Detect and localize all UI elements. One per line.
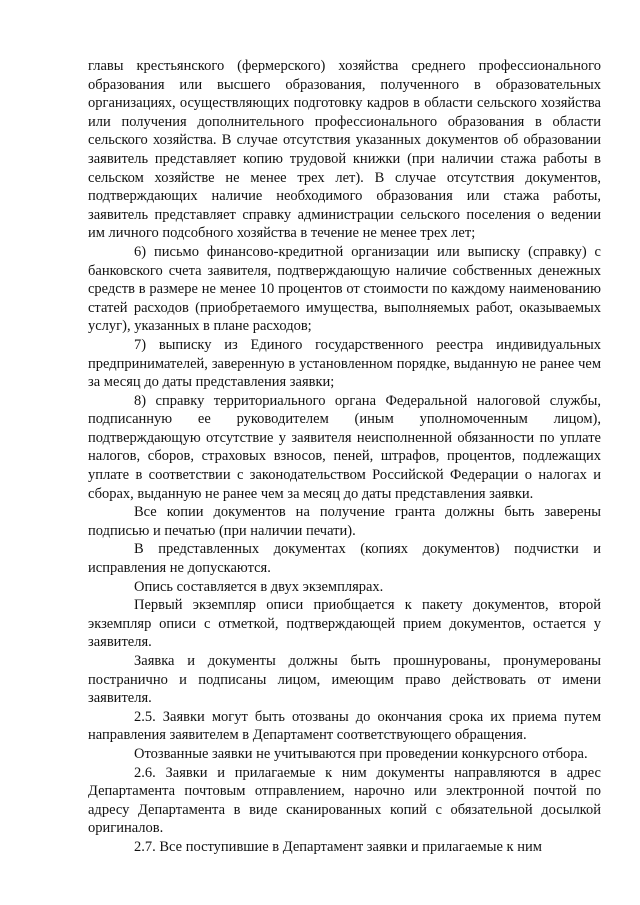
paragraph-no-corrections: В представленных документах (копиях документов) подчистки и исправления не допускаются. (88, 541, 601, 577)
paragraph-section-2-5: 2.5. Заявки могут быть отозваны до окончания срока их приема путем направления заявителем в Департамент соответствующего обращения. (88, 708, 601, 744)
paragraph-withdrawn-applications: Отозванные заявки не учитываются при проведении конкурсного отбора. (134, 745, 588, 762)
paragraph-copies-certified: Все копии документов на получение гранта должны быть заверены подписью и печатью (при наличии печати). (88, 504, 601, 539)
paragraph-item-6-bank-statement: 6) письмо финансово-кредитной организации или выписку (справку) с банковского счета заявителя, подтверждающую наличие собственных денежных средств в размере не менее 10 процентов от стоимости по каждому наименованию статей расходов (приобретаемого имущества, выполняемых работ, оказываемых услуг), указанных в плане расходов; (88, 243, 601, 335)
document-page (88, 57, 601, 857)
paragraph-item-8-tax-certificate: 8) справку территориального органа Федеральной налоговой службы, подписанную ее руководителем (иным уполномоченным лицом), подтверждающую отсутствие у заявителя неисполненной обязанности по уплате налогов, сборов, страховых взносов, пеней, штрафов, процентов, подлежащих уплате в соответствии с законодательством Российской Федерации о налогах и сборах, выданную не ранее чем за месяц до даты представления заявки. (88, 392, 601, 502)
paragraph-education-requirements: главы крестьянского (фермерского) хозяйства среднего профессионального образования или высшего образования, полученного в образовательных организациях, осуществляющих подготовку кадров в области сельского хозяйства или получения дополнительного профессионального образования в области сельского хозяйства. В случае отсутствия указанных документов об образовании заявитель представляет копию трудовой книжки (при наличии стажа работы в сельском хозяйстве не менее трех лет). В случае отсутствия документов, подтверждающих наличие необходимого образования или стажа работы, заявитель представляет справку администрации сельского поселения о ведении им личного подсобного хозяйства в течение не менее трех лет; (88, 58, 601, 242)
paragraph-section-2-6: 2.6. Заявки и прилагаемые к ним документы направляются в адрес Департамента почтовым отправлением, нарочно или электронной почтой по адресу Департамента в виде сканированных копий с обязательной досылкой оригиналов. (88, 764, 601, 837)
paragraph-item-7-egrip-extract: 7) выписку из Единого государственного реестра индивидуальных предпринимателей, заверенную в установленном порядке, выданную не ранее чем за месяц до даты представления заявки; (88, 336, 601, 391)
paragraph-inventory-handling: Первый экземпляр описи приобщается к пакету документов, второй экземпляр описи с отметкой, подтверждающей прием документов, остается у заявителя. (88, 597, 601, 651)
paragraph-inventory-two-copies: Опись составляется в двух экземплярах. (134, 578, 384, 595)
paragraph-section-2-7: 2.7. Все поступившие в Департамент заявки и прилагаемые к ним (134, 838, 542, 855)
paragraph-binding-requirements: Заявка и документы должны быть прошнурованы, пронумерованы постранично и подписаны лицом, имеющим право действовать от имени заявителя. (88, 653, 601, 707)
